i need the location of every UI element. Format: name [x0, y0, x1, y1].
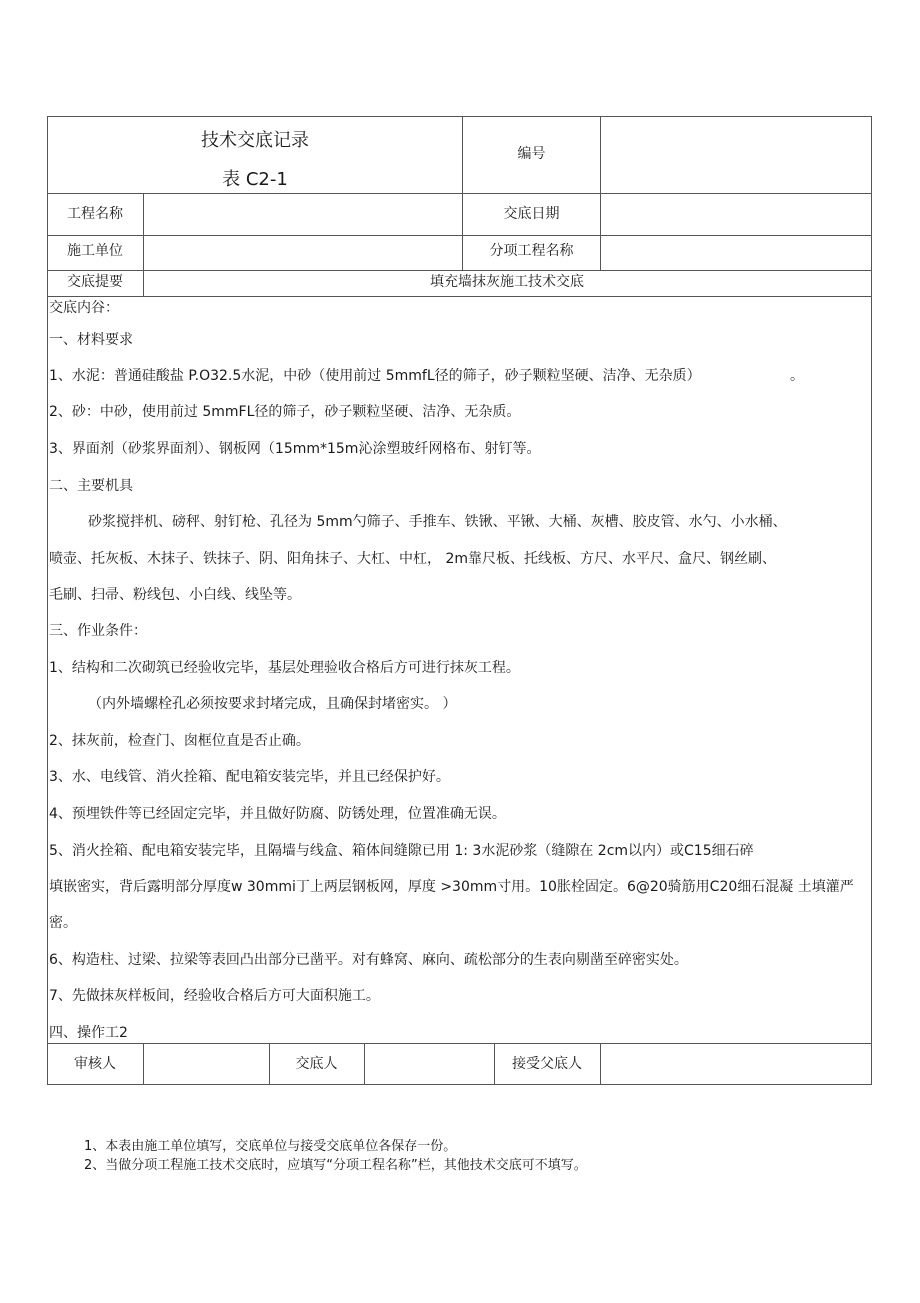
- receiver-label: 接受父底人: [512, 1056, 582, 1072]
- section-3-item-5: 5、消火拴箱、配电箱安装完毕，且隔墙与线盒、箱体间缝隙已用 1: 3水泥砂浆（缝隙在 2cm以内）或C15细石碎: [49, 843, 754, 859]
- section-3-item-6: 6、构造柱、过梁、拉梁等表回凸出部分已凿平。对有蜂窝、麻向、疏松部分的生表向剔凿至碎密实处。: [49, 952, 688, 968]
- section-1-title: 一、材料要求: [49, 332, 133, 348]
- section-1-item-1: 1、水泥：普通硅酸盐 P.O32.5水泥，中砂（使用前过 5mmfL径的筛子，砂子颗粒坚硬、洁净、无杂质）: [49, 368, 701, 384]
- sig-divider-3: [364, 1043, 365, 1084]
- section-3-item-1-note: （内外墙螺栓孔必须按要求封堵完成，且确保封堵密实。 ）: [88, 696, 457, 712]
- section-3-title: 三、作业条件：: [49, 623, 147, 639]
- section-3-item-2: 2、抹灰前，检查门、囱框位直是否止确。: [49, 733, 310, 749]
- section-1-item-2: 2、砂：中砂，使用前过 5mmFL径的筛子，砂子颗粒坚硬、洁净、无杂质。: [49, 404, 521, 420]
- row-divider-4: [47, 296, 872, 297]
- row-divider-5: [47, 1043, 872, 1044]
- summary-label: 交底提要: [67, 274, 123, 290]
- subitem-label: 分项工程名称: [489, 243, 574, 259]
- section-3-item-1: 1、结构和二次砌筑已经验收完毕，基层处理验收合格后方可进行抹灰工程。: [49, 660, 520, 676]
- section-2-line-1: 砂浆搅拌机、磅秤、射钉枪、孔径为 5mm勺筛子、手推车、铁锹、平锹、大桶、灰槽、胶皮管、水勺、小水桶、: [88, 514, 787, 530]
- border-left: [47, 116, 48, 1084]
- border-right: [871, 116, 872, 1084]
- row-divider-3: [47, 270, 872, 271]
- summary-value: 填充墙抹灰施工技术交底: [430, 274, 584, 290]
- section-2-line-2: 喷壶、托灰板、木抹子、铁抹子、阴、阳角抹子、大杠、中杠， 2m靠尺板、托线板、方尺、水平尺、盒尺、钢丝刷、: [49, 551, 776, 567]
- section-2-line-3: 毛刷、扫帚、粉线包、小白线、线坠等。: [49, 587, 301, 603]
- reviewer-label: 审核人: [74, 1056, 116, 1072]
- contractor-label: 施工单位: [67, 243, 123, 259]
- col-divider-value: [600, 116, 601, 270]
- border-top: [47, 116, 872, 117]
- discloser-label: 交底人: [295, 1056, 338, 1072]
- note-1: 1、本表由施工单位填写，交底单位与接受交底单位各保存一份。: [84, 1139, 457, 1154]
- section-1-item-1-end: 。: [790, 368, 804, 384]
- date-label: 交底日期: [503, 206, 560, 222]
- form-code: 表 C2-1: [222, 169, 288, 190]
- content-heading: 交底内谷：: [49, 300, 119, 316]
- sig-divider-1: [143, 1043, 144, 1084]
- note-2: 2、当做分项工程施工技术交底时，应填写“分项工程名称”栏，其他技术交底可不填写。: [84, 1158, 587, 1173]
- project-name-label: 工程名称: [67, 206, 123, 222]
- section-3-item-3: 3、水、电线管、消火拴箱、配电箱安装完毕，并且已经保护好。: [49, 769, 450, 785]
- section-3-item-5-cont: 填嵌密实，背后露明部分厚度w 30mmi丁上两层钢板网，厚度 >30mm寸用。10胀栓固定。6@20骑筋用C20细石混凝 土填灌严: [49, 879, 854, 895]
- number-label: 编号: [517, 146, 546, 162]
- section-3-item-7: 7、先做抹灰样板间，经验收合格后方可大面积施工。: [49, 988, 380, 1004]
- row-divider-2: [47, 235, 872, 236]
- row-divider-1: [47, 193, 872, 194]
- form-title: 技术交底记录: [201, 130, 309, 151]
- section-4-title: 四、操作工2: [49, 1025, 128, 1041]
- section-3-item-4: 4、预埋铁件等已经固定完毕，并且做好防腐、防锈处理，位置准确无误。: [49, 806, 506, 822]
- border-bottom: [47, 1084, 872, 1085]
- section-2-title: 二、主要机具: [49, 478, 133, 494]
- sig-divider-5: [600, 1043, 601, 1084]
- section-1-item-3: 3、界面剂（砂浆界面剂）、钢板网（15mm*15m沁涂塑玻纤网格布、射钉等。: [49, 441, 541, 457]
- section-3-item-5-end: 密。: [49, 915, 77, 931]
